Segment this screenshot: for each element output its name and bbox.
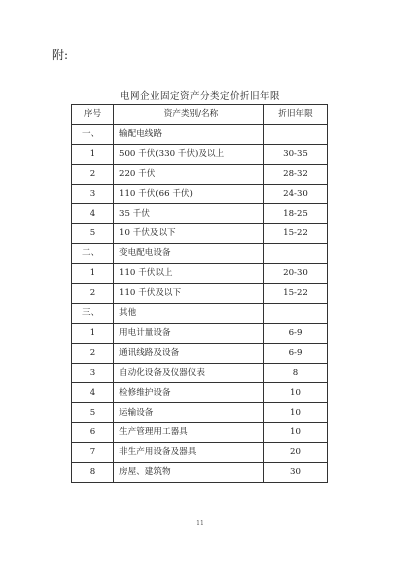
row-name: 检修维护设备	[114, 383, 264, 403]
header-years: 折旧年限	[264, 105, 328, 125]
row-years: 6-9	[264, 323, 328, 343]
table-row	[72, 184, 328, 204]
section-row	[72, 124, 328, 144]
row-years	[264, 124, 328, 144]
attachment-label: 附:	[52, 48, 69, 62]
row-years: 30	[264, 463, 328, 483]
table-row	[72, 443, 328, 463]
row-name: 生产管理用工器具	[114, 423, 264, 443]
row-years: 15-22	[264, 224, 328, 244]
row-years	[264, 303, 328, 323]
row-years: 8	[264, 363, 328, 383]
row-name: 220 千伏	[114, 164, 264, 184]
row-number: 5	[72, 403, 114, 423]
table-row	[72, 323, 328, 343]
row-number: 3	[72, 363, 114, 383]
table-title: 电网企业固定资产分类定价折旧年限	[119, 91, 280, 102]
section-row	[72, 244, 328, 264]
row-name: 运输设备	[114, 403, 264, 423]
table-row	[72, 383, 328, 403]
row-years: 28-32	[264, 164, 328, 184]
row-name: 非生产用设备及器具	[114, 443, 264, 463]
row-number: 一、	[72, 124, 114, 144]
table-row	[72, 423, 328, 443]
row-name: 500 千伏(330 千伏)及以上	[114, 144, 264, 164]
table-row	[72, 224, 328, 244]
row-name: 其他	[114, 303, 264, 323]
row-years: 10	[264, 403, 328, 423]
table-header-row	[72, 105, 328, 125]
row-years: 24-30	[264, 184, 328, 204]
row-number: 5	[72, 224, 114, 244]
header-no: 序号	[72, 105, 114, 125]
row-name: 变电配电设备	[114, 244, 264, 264]
page-number: 11	[196, 520, 204, 527]
row-name: 输配电线路	[114, 124, 264, 144]
row-name: 房屋、建筑物	[114, 463, 264, 483]
row-years: 18-25	[264, 204, 328, 224]
row-years: 30-35	[264, 144, 328, 164]
row-number: 2	[72, 343, 114, 363]
row-years: 10	[264, 423, 328, 443]
row-name: 35 千伏	[114, 204, 264, 224]
table-row	[72, 403, 328, 423]
row-number: 1	[72, 144, 114, 164]
row-number: 6	[72, 423, 114, 443]
depreciation-table	[71, 104, 328, 483]
table-body	[72, 124, 328, 482]
table-row	[72, 463, 328, 483]
row-number: 8	[72, 463, 114, 483]
row-name: 10 千伏及以下	[114, 224, 264, 244]
row-years: 6-9	[264, 343, 328, 363]
row-number: 二、	[72, 244, 114, 264]
row-number: 7	[72, 443, 114, 463]
table-row	[72, 284, 328, 304]
row-years: 20-30	[264, 264, 328, 284]
row-years: 20	[264, 443, 328, 463]
table-row	[72, 264, 328, 284]
row-years: 10	[264, 383, 328, 403]
row-years: 15-22	[264, 284, 328, 304]
row-number: 1	[72, 264, 114, 284]
section-row	[72, 303, 328, 323]
row-name: 110 千伏以上	[114, 264, 264, 284]
table-row	[72, 363, 328, 383]
row-number: 4	[72, 204, 114, 224]
row-number: 4	[72, 383, 114, 403]
row-number: 2	[72, 164, 114, 184]
row-years	[264, 244, 328, 264]
table-row	[72, 343, 328, 363]
table-row	[72, 144, 328, 164]
row-name: 用电计量设备	[114, 323, 264, 343]
table-row	[72, 204, 328, 224]
row-name: 110 千伏及以下	[114, 284, 264, 304]
header-name: 资产类别/名称	[114, 105, 264, 125]
row-number: 3	[72, 184, 114, 204]
row-number: 1	[72, 323, 114, 343]
row-number: 三、	[72, 303, 114, 323]
row-name: 110 千伏(66 千伏)	[114, 184, 264, 204]
row-number: 2	[72, 284, 114, 304]
row-name: 通讯线路及设备	[114, 343, 264, 363]
row-name: 自动化设备及仪器仪表	[114, 363, 264, 383]
table-row	[72, 164, 328, 184]
